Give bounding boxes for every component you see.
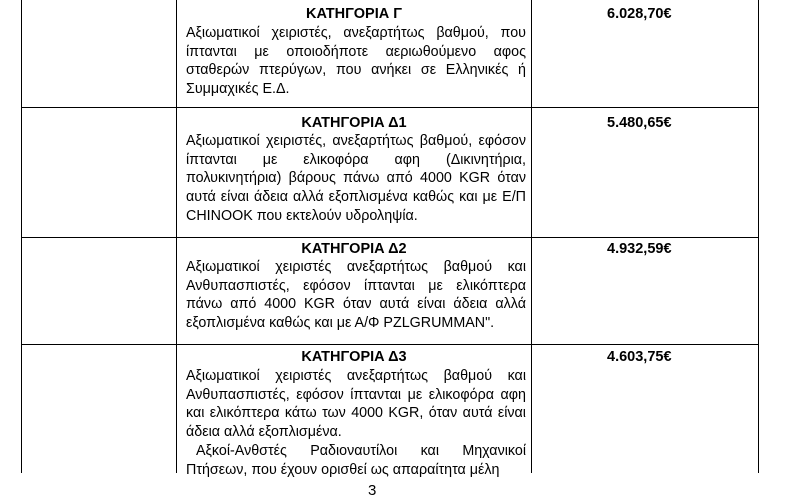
description-paragraph: Αξκοί-Ανθστές Ραδιοναυτίλοι και Μηχανικοί Πτήσεων, που έχουν ορισθεί ως απαραίτητα μέλη <box>186 442 526 478</box>
category-description <box>186 24 526 99</box>
allowance-amount: 6.028,70€ <box>607 6 672 22</box>
table-row-cat-d3 <box>22 345 758 478</box>
category-title: ΚΑΤΗΓΟΡΙΑ Δ2 <box>301 241 407 257</box>
allowance-amount: 4.932,59€ <box>607 241 672 257</box>
category-description <box>186 132 526 226</box>
category-description <box>186 258 526 333</box>
category-title: ΚΑΤΗΓΟΡΙΑ Δ3 <box>301 349 407 365</box>
category-title: ΚΑΤΗΓΟΡΙΑ Γ <box>306 6 402 22</box>
allowance-amount: 5.480,65€ <box>607 115 672 131</box>
page-number: 3 <box>368 482 377 499</box>
allowance-table <box>21 0 759 478</box>
description-paragraph: Αξιωματικοί χειριστές, ανεξαρτήτως βαθμού, που ίπτανται με οποιοδήποτε αεριωθούμενο αφος σταθερών πτερύγων, που ανήκει σε Ελληνικές ή Συμμαχικές Ε.Δ. <box>186 25 526 98</box>
description-paragraph: Αξιωματικοί χειριστές, ανεξαρτήτως βαθμού, εφόσον ίπτανται με ελικοφόρα αφη (Δικινητήρια, πολυκινητήρια) βάρους πάνω από 4000 KGR όταν αυτά είναι άδεια αλλά εξοπλισμένα καθώς και με Ε/Π CHINOOK που εκτελούν υδροληψία. <box>186 133 526 224</box>
category-title: ΚΑΤΗΓΟΡΙΑ Δ1 <box>301 115 407 131</box>
allowance-amount: 4.603,75€ <box>607 349 672 365</box>
table-row-cat-g <box>22 0 758 108</box>
description-paragraph: Αξιωματικοί χειριστές ανεξαρτήτως βαθμού και Ανθυπασπιστές, εφόσον ίπτανται με ελικόπτερα πάνω από 4000 KGR όταν αυτά είναι άδεια αλλά εξοπλισμένα καθώς και με Α/Φ PZLGRUMMAN". <box>186 259 526 332</box>
table-row-cat-d2 <box>22 238 758 345</box>
table-row-cat-d1 <box>22 108 758 238</box>
description-paragraph: Αξιωματικοί χειριστές ανεξαρτήτως βαθμού και Ανθυπασπιστές, εφόσον ίπτανται με ελικοφόρα αφη και ελικόπτερα κάτω των 4000 KGR, όταν αυτά είναι άδεια αλλά εξοπλισμένα. <box>186 368 526 441</box>
category-description <box>186 367 526 479</box>
